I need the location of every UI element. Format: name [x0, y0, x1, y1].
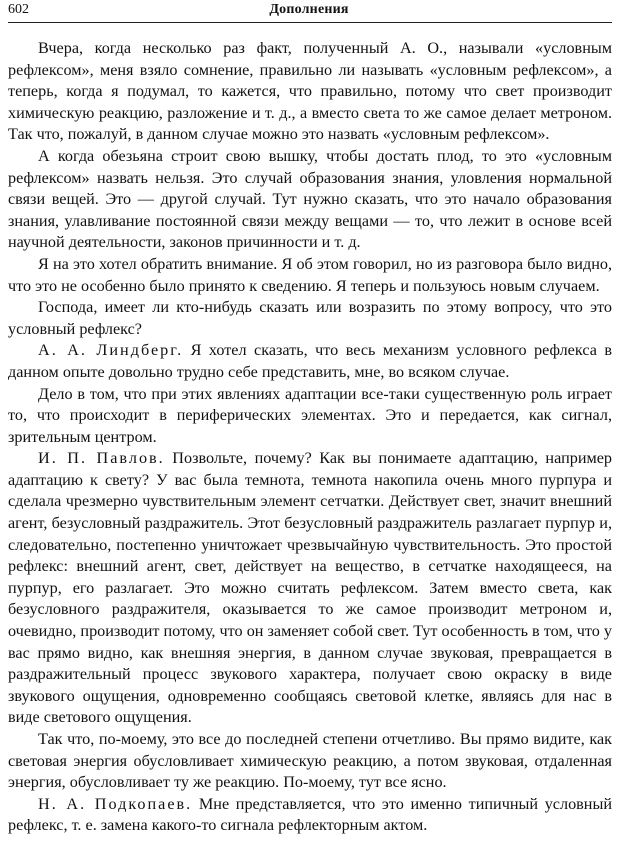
running-head — [8, 2, 610, 22]
body-text — [8, 38, 612, 837]
paragraph-text: Дело в том, что при этих явлениях адаптации все-таки существенную роль играет то, что происходит в периферических элементах. Это и передается, как сигнал, зрительным центром. — [8, 384, 612, 446]
paragraph-text: Вчера, когда несколько раз факт, полученный А. О., называли «условным рефлексом», меня взяло сомнение, правильно ли называть «условным рефлексом», а теперь, когда я подумал, то кажется, что правильно, потому что свет производит химическую реакцию, разложение и т. д., а вместо света то же самое делает метроном. Так что, пожалуй, в данном случае можно это назвать «условным рефлексом». — [8, 39, 612, 144]
paragraph — [8, 146, 612, 254]
paragraph — [8, 38, 612, 146]
paragraph — [8, 729, 612, 794]
paragraph — [8, 340, 612, 383]
paragraph-text: Так что, по-моему, это все до последней степени отчетливо. Вы прямо видите, как световая энергия обусловливает химическую реакцию, а потом звуковая, отдаленная энергия, обусловливает ту же реакцию. По-моему, тут все ясно. — [8, 730, 612, 792]
paragraph-text: Господа, имеет ли кто-нибудь сказать или возразить по этому вопросу, что это условный рефлекс? — [8, 298, 612, 338]
paragraph — [8, 794, 612, 837]
speaker-name: А. А. Линдберг. — [38, 341, 184, 360]
speaker-name: Н. А. Подкопаев. — [38, 794, 193, 813]
paragraph — [8, 448, 612, 729]
paragraph-text: Позвольте, почему? Как вы понимаете адаптацию, например адаптацию к свету? У вас была темнота, темнота накопила очень много пурпура и сделала чрезмерно чувствительным элемент сетчатки. Действует свет, значит внешний агент, безусловный раздражитель. Этот безусловный раздражитель разлагает пурпур и, следовательно, постепенно уничтожает чрезвычайную чувствительность. Это простой рефлекс: внешний агент, свет, действует на вещество, в сетчатке находящееся, на пурпур, его разлагает. Это можно считать рефлексом. Затем вместо света, как безусловного раздражителя, оказывается то же самое производит метроном и, очевидно, производит потому, что он заменяет собой свет. Тут особенность в том, что у вас прямо видно, как внешняя энергия, в данном случае звуковая, превращается в раздражительный процесс звукового характера, получает свою окраску в виде звукового ощущения, одновременно сообщаясь световой клетке, являясь для нас в виде светового ощущения. — [8, 449, 613, 727]
speaker-name: И. П. Павлов. — [38, 449, 165, 468]
paragraph — [8, 384, 612, 449]
paragraph-text: Мне представляется, что это именно типичный условный рефлекс, т. е. замена какого-то сигнала рефлекторным актом. — [8, 794, 613, 835]
paragraph-text: Я на это хотел обратить внимание. Я об этом говорил, но из разговора было видно, что это не особенно было принято к сведению. Я теперь и пользуюсь новым случаем. — [8, 254, 612, 295]
paragraph — [8, 254, 612, 297]
paragraph-text: Я хотел сказать, что весь механизм условного рефлекса в данном опыте довольно трудно себе представить, мне, во всяком случае. — [8, 341, 613, 381]
section-title: Дополнения — [269, 2, 349, 17]
paragraph-text: А когда обезьяна строит свою вышку, чтобы достать плод, то это «условным рефлексом» назвать нельзя. Это случай образования знания, уловления нормальной связи вещей. Это — другой случай. Тут нужно сказать, что это начало образования знания, улавливание постоянной связи между вещами — то, что лежит в основе всей научной деятельности, законов причинности и т. д. — [8, 146, 612, 252]
header-rule — [8, 22, 612, 23]
paragraph — [8, 297, 612, 340]
page-number: 602 — [8, 2, 29, 17]
